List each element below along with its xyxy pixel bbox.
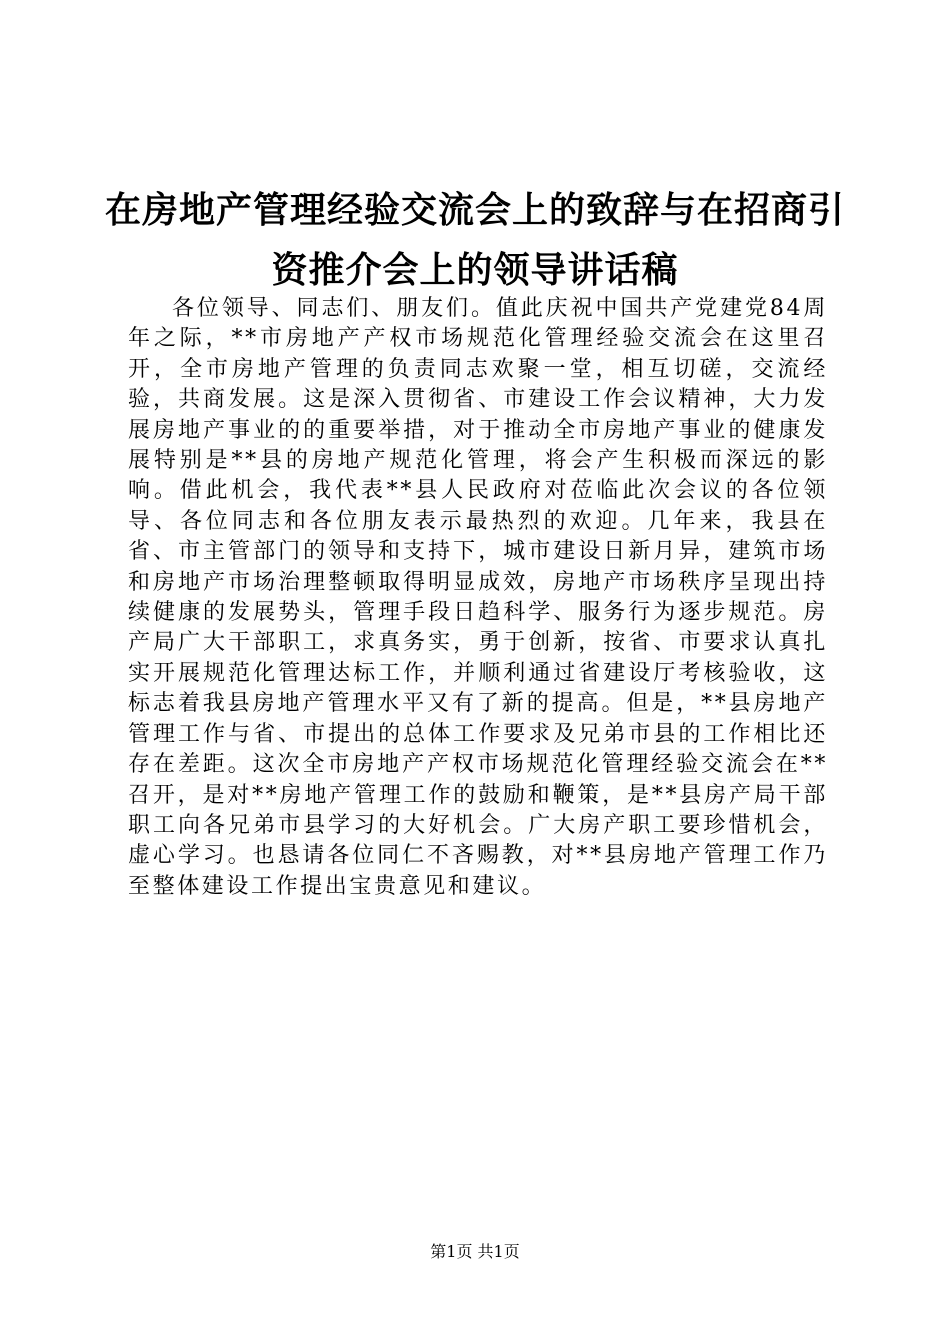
page-number-footer: 第1页 共1页 — [430, 1242, 520, 1261]
document-title: 在房地产管理经验交流会上的致辞与在招商引资推介会上的领导讲话稿 — [104, 189, 845, 291]
document-body-paragraph: 各位领导、同志们、朋友们。值此庆祝中国共产党建党84周年之际，**市房地产产权市场规范化管理经验交流会在这里召开，全市房地产管理的负责同志欢聚一堂，相互切磋，交流经验，共商发展。这是深入贯彻省、市建设工作会议精神，大力发展房地产事业的的重要举措，对于推动全市房地产事业的健康发展特别是**县的房地产规范化管理，将会产生积极而深远的影响。借此机会，我代表**县人民政府对莅临此次会议的各位领导、各位同志和各位朋友表示最热烈的欢迎。几年来，我县在省、市主管部门的领导和支持下，城市建设日新月异，建筑市场和房地产市场治理整顿取得明显成效，房地产市场秩序呈现出持续健康的发展势头，管理手段日趋科学、服务行为逐步规范。房产局广大干部职工，求真务实，勇于创新，按省、市要求认真扎实开展规范化管理达标工作，并顺利通过省建设厅考核验收，这标志着我县房地产管理水平又有了新的提高。但是，**县房地产管理工作与省、市提出的总体工作要求及兄弟市县的工作相比还存在差距。这次全市房地产产权市场规范化管理经验交流会在**召开，是对**房地产管理工作的鼓励和鞭策，是**县房产局干部职工向各兄弟市县学习的大好机会。广大房产职工要珍惜机会，虚心学习。也恳请各位同仁不吝赐教，对**县房地产管理工作乃至整体建设工作提出宝贵意见和建议。 — [128, 296, 828, 899]
